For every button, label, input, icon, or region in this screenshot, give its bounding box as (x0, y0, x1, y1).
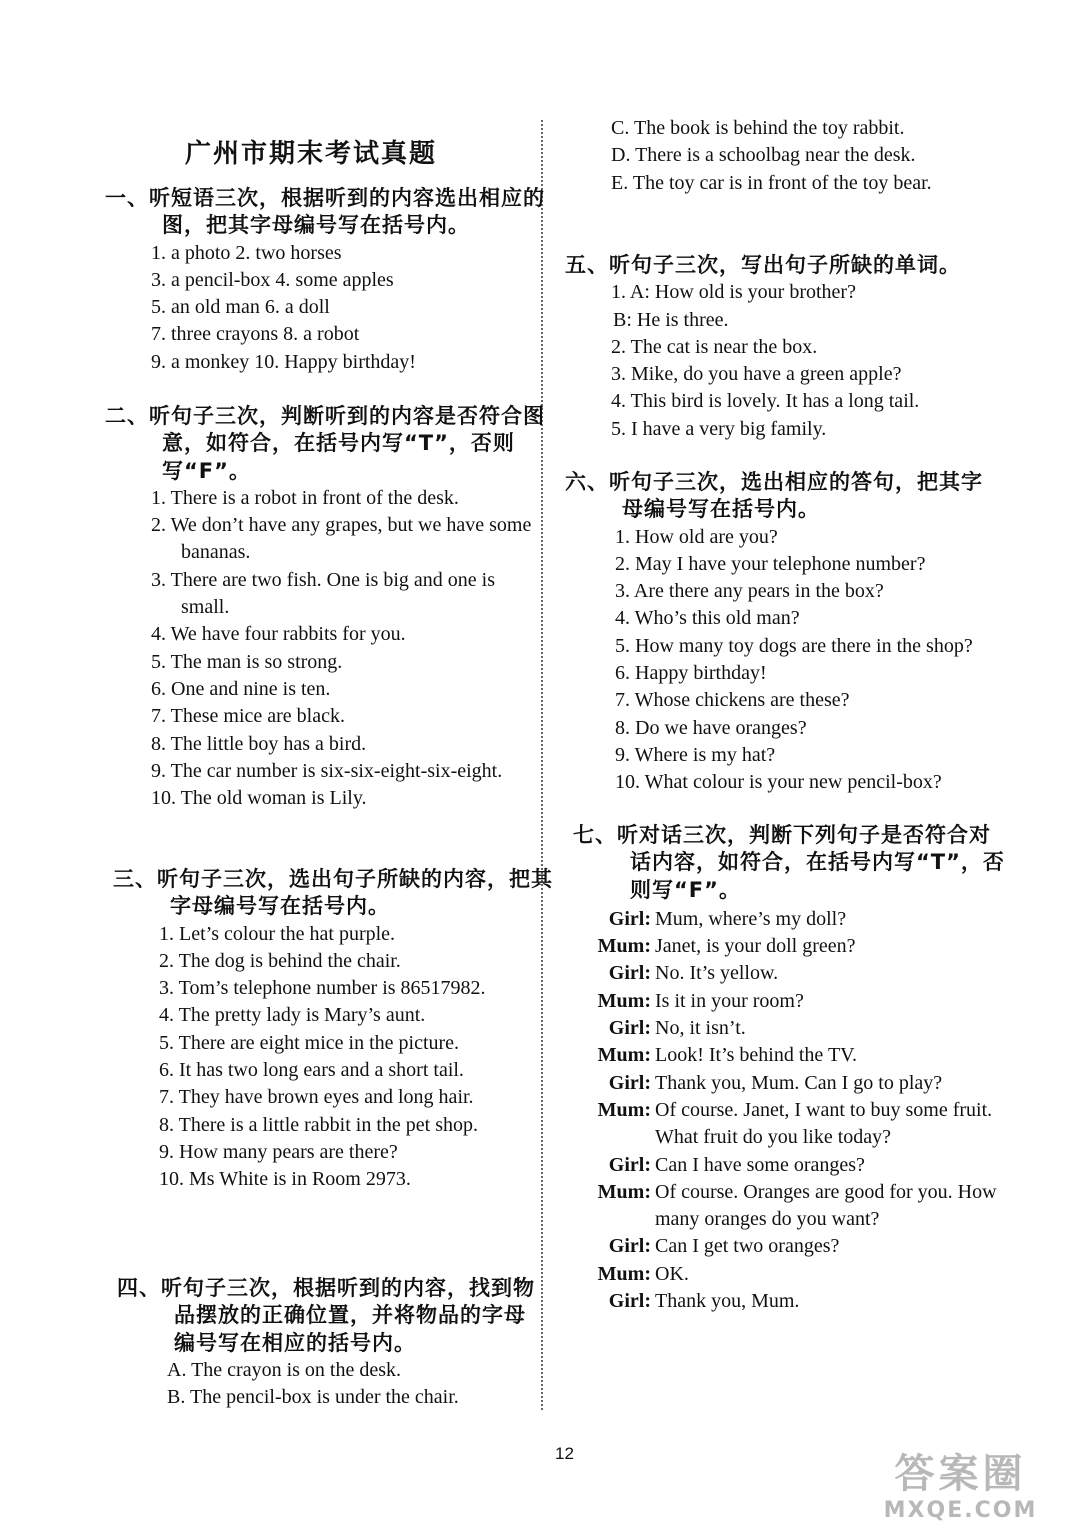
list-item: 6. It has two long ears and a short tail. (159, 1059, 464, 1082)
dialogue-line (573, 906, 1005, 933)
dialogue-line (573, 1070, 1005, 1097)
utterance: Look! It’s behind the TV. (655, 1044, 858, 1067)
list-item: 2. We don’t have any grapes, but we have some bananas. (151, 514, 532, 564)
list-item: 5. I have a very big family. (611, 417, 827, 440)
dialogue-line (573, 933, 1005, 960)
list-item: 10. Ms White is in Room 2973. (159, 1168, 411, 1191)
list-item: 2. The dog is behind the chair. (159, 949, 401, 972)
item-list (167, 1357, 547, 1412)
list-item: 2. May I have your telephone number? (615, 552, 926, 575)
list-item: 5. an old man 6. a doll (151, 296, 330, 319)
list-item: 5. The man is so strong. (151, 650, 343, 673)
list-item: 1. A: How old is your brother? (611, 281, 856, 304)
list-item: 3. Tom’s telephone number is 86517982. (159, 977, 486, 1000)
list-item: 4. We have four rabbits for you. (151, 623, 406, 646)
list-item: B: He is three. (613, 308, 729, 331)
speaker: Girl: (608, 1290, 651, 1313)
list-item: 9. a monkey 10. Happy birthday! (151, 350, 416, 373)
speaker: Mum: (597, 989, 651, 1012)
list-item: 1. There is a robot in front of the desk. (151, 486, 459, 509)
section-heading: 四、听句子三次，根据听到的内容，找到物品摆放的正确位置，并将物品的字母编号写在相应的括号内。 (117, 1276, 535, 1355)
list-item: 8. Do we have oranges? (615, 716, 807, 739)
list-item: 6. Happy birthday! (615, 662, 767, 685)
watermark-text: 答案圈 (894, 1451, 1027, 1497)
list-item: 4. Who’s this old man? (615, 607, 800, 630)
list-item: 10. The old woman is Lily. (151, 787, 367, 810)
dialogue-line (573, 1152, 1005, 1179)
section-heading: 七、听对话三次，判断下列句子是否符合对话内容，如符合，在括号内写“T”，否则写“F”。 (573, 823, 1005, 902)
speaker: Mum: (597, 935, 651, 958)
watermark-logo (868, 1450, 1053, 1530)
list-item: 4. The pretty lady is Mary’s aunt. (159, 1004, 426, 1027)
list-item: C. The book is behind the toy rabbit. (611, 117, 905, 139)
list-item: 9. The car number is six-six-eight-six-eight. (151, 759, 503, 782)
speaker: Girl: (608, 1017, 651, 1040)
item-list (151, 240, 550, 376)
speaker: Girl: (608, 1235, 651, 1258)
utterance: No. It’s yellow. (655, 962, 779, 985)
speaker: Mum: (597, 1180, 651, 1203)
section-heading: 三、听句子三次，选出句子所缺的内容，把其字母编号写在括号内。 (113, 867, 553, 919)
section-7 (573, 822, 1005, 1315)
item-list (611, 279, 995, 443)
list-item: 7. These mice are black. (151, 705, 345, 728)
utterance: Janet, is your doll green? (655, 935, 856, 958)
dialogue-line (573, 1042, 1005, 1069)
list-item: 6. One and nine is ten. (151, 677, 331, 700)
section-5 (565, 252, 995, 443)
utterance: Mum, where’s my doll? (655, 907, 847, 930)
section-1 (105, 185, 550, 376)
list-item: 9. How many pears are there? (159, 1140, 398, 1163)
item-list (151, 485, 545, 813)
speaker: Mum: (597, 1262, 651, 1285)
speaker: Girl: (608, 1153, 651, 1176)
speaker: Mum: (597, 1098, 651, 1121)
utterance: Of course. Janet, I want to buy some fruit. What fruit do you like today? (655, 1098, 993, 1149)
section-2 (105, 403, 545, 812)
list-item: 8. The little boy has a bird. (151, 732, 367, 755)
dialogue-line (573, 1288, 1005, 1315)
section-4 (117, 1275, 547, 1411)
item-list (159, 921, 553, 1194)
speaker: Girl: (608, 907, 651, 930)
list-item: 4. This bird is lovely. It has a long tail. (611, 390, 920, 413)
utterance: Can I get two oranges? (655, 1235, 840, 1258)
dialogue-line (573, 960, 1005, 987)
list-item: 2. The cat is near the box. (611, 335, 818, 358)
utterance: No, it isn’t. (655, 1017, 746, 1040)
list-item: 3. Are there any pears in the box? (615, 580, 884, 603)
list-item: 5. There are eight mice in the picture. (159, 1031, 460, 1054)
utterance: Thank you, Mum. Can I go to play? (655, 1071, 943, 1094)
speaker: Girl: (608, 1071, 651, 1094)
list-item: 3. Mike, do you have a green apple? (611, 363, 902, 386)
page-title: 广州市期末考试真题 (185, 139, 438, 169)
list-item: 1. How old are you? (615, 525, 778, 548)
section-3 (113, 866, 553, 1194)
speaker: Girl: (608, 962, 651, 985)
list-item: 7. Whose chickens are these? (615, 689, 850, 712)
list-item: 8. There is a little rabbit in the pet shop. (159, 1113, 479, 1136)
section-heading: 一、听短语三次，根据听到的内容选出相应的图，把其字母编号写在括号内。 (105, 186, 545, 238)
utterance: Is it in your room? (655, 989, 804, 1012)
dialogue-line (573, 1015, 1005, 1042)
section-heading: 五、听句子三次，写出句子所缺的单词。 (565, 253, 961, 277)
list-item: A. The crayon is on the desk. (167, 1358, 402, 1381)
list-item: 7. They have brown eyes and long hair. (159, 1086, 474, 1109)
dialogue-line (573, 1179, 1005, 1234)
list-item: 3. a pencil-box 4. some apples (151, 268, 394, 291)
speaker: Mum: (597, 1044, 651, 1067)
dialogue (573, 906, 1005, 1315)
section-4-continued (611, 115, 1011, 197)
section-heading: 二、听句子三次，判断听到的内容是否符合图意，如符合，在括号内写“T”，否则写“F”。 (105, 404, 545, 483)
list-item: 1. Let’s colour the hat purple. (159, 922, 396, 945)
section-heading: 六、听句子三次，选出相应的答句，把其字母编号写在括号内。 (565, 470, 983, 522)
page-number: 12 (555, 1444, 574, 1463)
utterance: Of course. Oranges are good for you. How many oranges do you want? (655, 1180, 997, 1231)
list-item: 1. a photo 2. two horses (151, 241, 342, 264)
dialogue-line (573, 1261, 1005, 1288)
list-item: D. There is a schoolbag near the desk. (611, 144, 916, 167)
utterance: Thank you, Mum. (655, 1290, 800, 1313)
dialogue-line (573, 1233, 1005, 1260)
item-list (615, 524, 1000, 797)
list-item: B. The pencil-box is under the chair. (167, 1386, 459, 1409)
list-item: E. The toy car is in front of the toy bear. (611, 171, 932, 194)
list-item: 7. three crayons 8. a robot (151, 323, 360, 346)
list-item: 9. Where is my hat? (615, 743, 776, 766)
utterance: OK. (655, 1262, 689, 1285)
watermark-url: MXQE.COM (883, 1498, 1038, 1523)
utterance: Can I have some oranges? (655, 1153, 865, 1176)
list-item: 10. What colour is your new pencil-box? (615, 771, 942, 794)
dialogue-line (573, 988, 1005, 1015)
dialogue-line (573, 1097, 1005, 1152)
list-item: 5. How many toy dogs are there in the shop? (615, 634, 973, 657)
list-item: 3. There are two fish. One is big and one is small. (151, 568, 495, 619)
section-6 (565, 469, 1000, 797)
